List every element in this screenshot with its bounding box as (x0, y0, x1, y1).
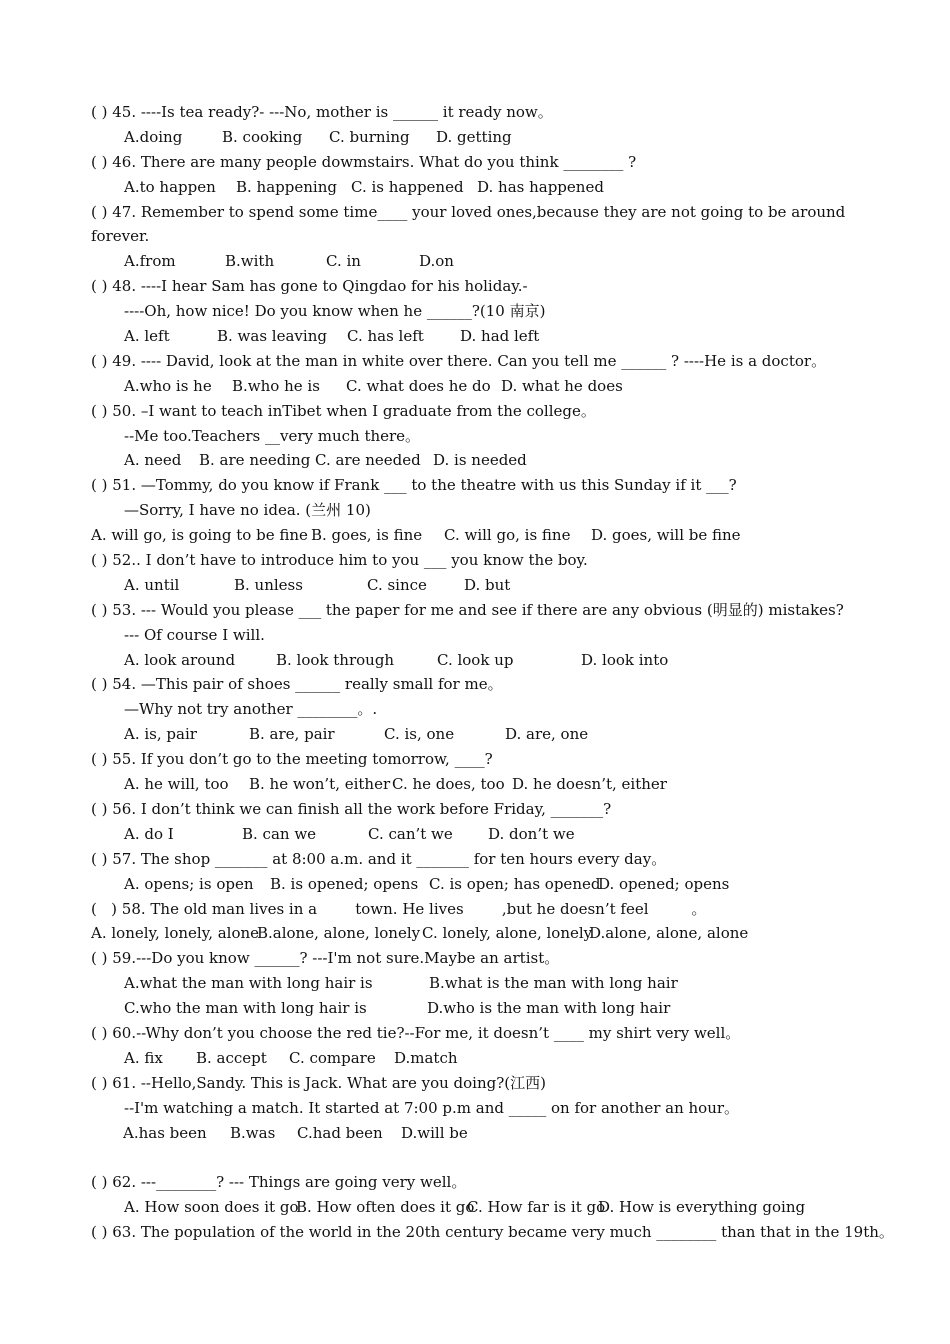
option-d: D. goes, will be fine (591, 526, 741, 545)
option-b: B. he won’t, either (249, 775, 391, 794)
question-text: ( ) 62. ---________? --- Things are going very well。 (91, 1173, 467, 1192)
option-d: D. are, one (505, 725, 589, 744)
question-45-stem (91, 100, 891, 125)
question-52-stem (91, 548, 891, 573)
question-text: ( ) 59.---Do you know ______? ---I'm not sure.Maybe an artist。 (91, 949, 560, 968)
question-54-options (91, 722, 891, 747)
question-text: ( ) 48. ----I hear Sam has gone to Qingdao for his holiday.- (91, 277, 528, 296)
question-text-continued: forever. (91, 227, 150, 246)
dialogue-text: ----Oh, how nice! Do you know when he ______?(10 南京) (124, 302, 546, 321)
dialogue-text: —Sorry, I have no idea. (兰州 10) (124, 501, 371, 520)
option-c: C. is happened (351, 177, 464, 196)
option-c: C. can’t we (368, 824, 453, 843)
option-b: B.who he is (232, 376, 320, 395)
question-51-options (91, 523, 891, 548)
option-b: B.was (230, 1123, 276, 1142)
question-60-stem (91, 1021, 891, 1046)
question-53-options (91, 648, 891, 673)
question-text: ( ) 45. ----Is tea ready?- ---No, mother is ______ it ready now。 (91, 103, 553, 121)
option-b: B. look through (276, 650, 395, 669)
question-49-stem (91, 349, 891, 374)
option-a: A. fix (124, 1048, 163, 1067)
question-60-options (91, 1046, 891, 1071)
question-51-stem (91, 473, 891, 498)
question-46-stem (91, 150, 891, 175)
option-d: D. has happened (477, 177, 604, 196)
question-55-options (91, 772, 891, 797)
option-a: A. is, pair (124, 725, 197, 744)
option-c: C.had been (297, 1123, 383, 1142)
option-c: C. lonely, alone, lonely (422, 924, 593, 943)
option-c: C. since (367, 575, 427, 594)
question-48-dialogue (91, 299, 891, 324)
option-b: B. are, pair (249, 725, 335, 744)
question-text: ( ) 60.--Why don’t you choose the red tie?--For me, it doesn’t ____ my shirt very well。 (91, 1023, 741, 1042)
option-c: C. is, one (384, 725, 455, 744)
question-text: ( ) 56. I don’t think we can finish all the work before Friday, _______? (91, 799, 612, 818)
option-d: D.will be (401, 1123, 468, 1142)
question-48-options (91, 324, 891, 349)
question-text: ( ) 46. There are many people dowmstairs. What do you think ________ ? (91, 152, 637, 171)
question-57-options (91, 872, 891, 897)
question-text: ( ) 57. The shop _______ at 8:00 a.m. and it _______ for ten hours every day。 (91, 849, 667, 868)
option-c: C. has left (347, 327, 424, 346)
option-d: D. had left (460, 327, 540, 346)
question-47-stem (91, 200, 891, 225)
question-56-stem (91, 797, 891, 822)
question-text: ( ) 52.. I don’t have to introduce him to you ___ you know the boy. (91, 551, 588, 570)
question-62-options (91, 1195, 891, 1220)
question-59-options-row-2 (91, 996, 891, 1021)
question-text: ( ) 55. If you don’t go to the meeting tomorrow, ____? (91, 750, 493, 769)
option-d: D.who is the man with long hair (427, 999, 671, 1018)
question-61-dialogue (91, 1096, 891, 1121)
option-a: A.what the man with long hair is (124, 974, 373, 993)
option-d: D. opened; opens (598, 874, 730, 893)
option-a: A. will go, is going to be fine (91, 526, 308, 545)
question-text: ( ) 58. The old man lives in a town. He lives ,but he doesn’t feel 。 (91, 899, 707, 918)
option-c: C. in (326, 252, 361, 271)
option-d: D. he doesn’t, either (512, 775, 667, 794)
option-a: A.from (124, 252, 176, 271)
option-d: D.alone, alone, alone (589, 924, 749, 943)
option-a: A. left (124, 327, 170, 346)
option-c: C. look up (437, 650, 514, 669)
spacer (91, 1145, 891, 1170)
option-b: B. accept (196, 1048, 267, 1067)
option-a: A. opens; is open (124, 874, 254, 893)
option-c: C. is open; has opened (429, 874, 601, 893)
option-a: A.has been (123, 1123, 207, 1142)
option-a: A. do I (124, 824, 174, 843)
question-61-stem (91, 1071, 891, 1096)
option-a: A. until (124, 575, 180, 594)
question-text: ( ) 51. —Tommy, do you know if Frank ___ to the theatre with us this Sunday if it ___? (91, 476, 737, 495)
question-50-options (91, 448, 891, 473)
option-a: A. How soon does it go (124, 1198, 299, 1217)
option-c: C. burning (329, 127, 410, 146)
option-b: B. is opened; opens (270, 874, 419, 893)
question-53-dialogue (91, 623, 891, 648)
question-56-options (91, 822, 891, 847)
option-b: B. are needing (199, 451, 311, 470)
option-b: B. can we (242, 824, 317, 843)
question-58-stem (91, 897, 891, 922)
option-b: B. happening (236, 177, 337, 196)
option-a: A. need (124, 451, 182, 470)
question-text: ( ) 63. The population of the world in the 20th century became very much ________ than that in the 19th。 (91, 1223, 894, 1242)
question-63-stem (91, 1220, 894, 1245)
question-text: ( ) 53. --- Would you please ___ the paper for me and see if there are any obvious (明显的) mistakes? (91, 600, 844, 619)
option-d: D.on (419, 252, 454, 271)
question-55-stem (91, 747, 891, 772)
question-text: ( ) 47. Remember to spend some time____ your loved ones,because they are not going to be around (91, 202, 846, 221)
question-57-stem (91, 847, 891, 872)
dialogue-text: --I'm watching a match. It started at 7:00 p.m and _____ on for another an hour。 (124, 1098, 740, 1117)
question-text: ( ) 61. --Hello,Sandy. This is Jack. What are you doing?(江西) (91, 1073, 546, 1092)
question-text: ( ) 54. —This pair of shoes ______ really small for me。 (91, 675, 503, 694)
question-54-dialogue (91, 697, 891, 722)
option-b: B. cooking (222, 127, 303, 146)
option-c: C. he does, too (392, 775, 505, 794)
question-48-stem (91, 274, 891, 299)
question-49-options (91, 374, 891, 399)
option-c: C. are needed (315, 451, 421, 470)
option-b: B.with (225, 252, 275, 271)
option-d: D. getting (436, 127, 512, 146)
option-c: C. compare (289, 1048, 376, 1067)
option-a: A.who is he (124, 376, 212, 395)
option-d: D. what he does (501, 376, 623, 395)
option-d: D. but (464, 575, 511, 594)
question-47-stem-continued (91, 224, 891, 249)
dialogue-text: --Me too.Teachers __very much there。 (124, 426, 421, 445)
question-45-options (91, 125, 891, 150)
option-c: C. will go, is fine (444, 526, 571, 545)
option-d: D.match (394, 1048, 458, 1067)
option-a: A. look around (124, 650, 236, 669)
question-50-dialogue (91, 424, 891, 449)
question-61-options (91, 1121, 891, 1146)
question-52-options (91, 573, 891, 598)
question-51-dialogue (91, 498, 891, 523)
question-46-options (91, 175, 891, 200)
exam-document (91, 100, 894, 1245)
question-text: ( ) 50. –I want to teach inTibet when I graduate from the college。 (91, 401, 596, 420)
option-d: D. is needed (433, 451, 527, 470)
question-text: ( ) 49. ---- David, look at the man in white over there. Can you tell me ______ ? ----He is a doctor。 (91, 351, 827, 370)
option-c: C. How far is it go (467, 1198, 606, 1217)
question-53-stem (91, 598, 891, 623)
dialogue-text: —Why not try another ________。. (124, 700, 378, 719)
question-54-stem (91, 672, 891, 697)
option-a: A. he will, too (124, 775, 229, 794)
option-d: D. How is everything going (598, 1198, 806, 1217)
dialogue-text: --- Of course I will. (124, 625, 265, 644)
option-b: B. unless (234, 575, 303, 594)
question-58-options (91, 921, 891, 946)
option-d: D. don’t we (488, 824, 575, 843)
option-c: C. what does he do (346, 376, 491, 395)
option-b: B. goes, is fine (311, 526, 423, 545)
option-b: B.alone, alone, lonely (257, 924, 421, 943)
option-a: A.doing (124, 127, 183, 146)
option-a: A. lonely, lonely, alone (91, 924, 260, 943)
question-47-options (91, 249, 891, 274)
option-d: D. look into (581, 650, 669, 669)
option-a: A.to happen (124, 177, 216, 196)
question-50-stem (91, 399, 891, 424)
question-59-stem (91, 946, 891, 971)
question-62-stem (91, 1170, 891, 1195)
question-59-options-row-1 (91, 971, 891, 996)
option-b: B. How often does it go (296, 1198, 475, 1217)
option-c: C.who the man with long hair is (124, 999, 367, 1018)
option-b: B. was leaving (217, 327, 327, 346)
option-b: B.what is the man with long hair (429, 974, 678, 993)
